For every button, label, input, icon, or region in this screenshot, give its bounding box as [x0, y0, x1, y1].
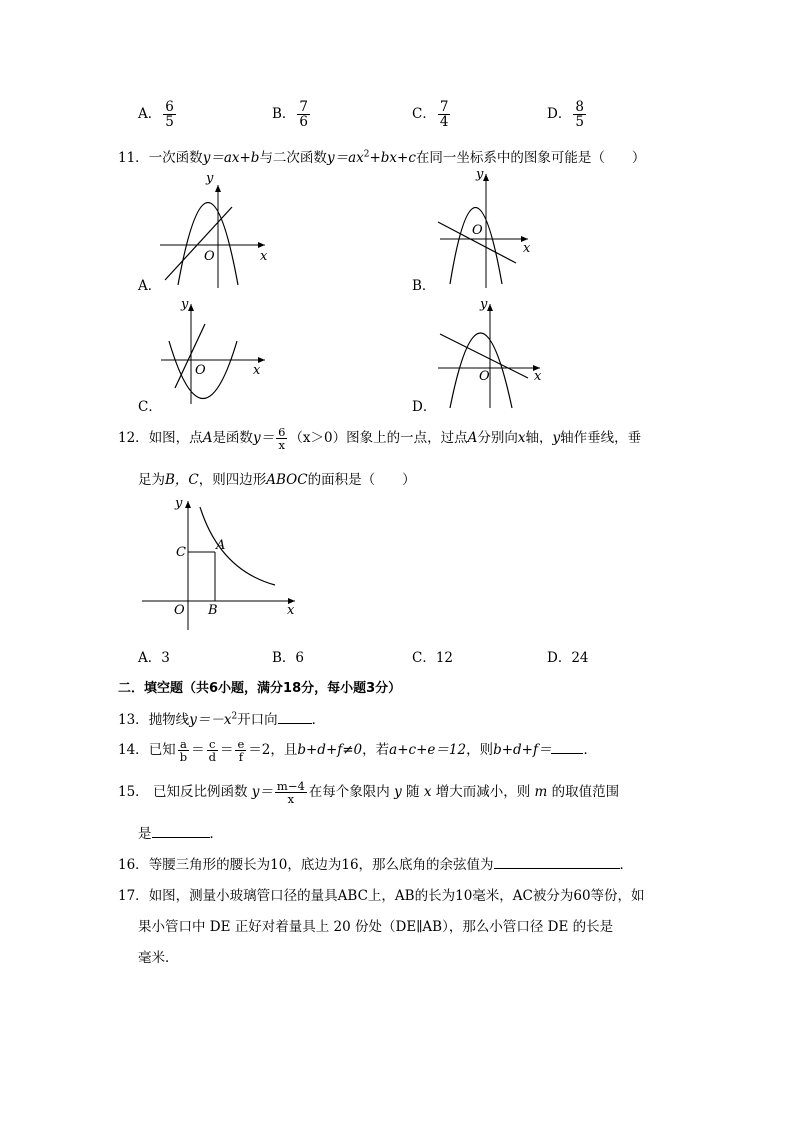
graph-b-x: x — [523, 241, 531, 256]
q16: 16．等腰三角形的腰长为10，底边为16，那么底角的余弦值为 ． — [118, 857, 634, 873]
q14-answer-blank[interactable] — [551, 740, 583, 754]
graph-c-origin: O — [195, 363, 206, 378]
q10-option-b: B． $\frac{7}{6}$ — [272, 99, 309, 131]
q15-answer-blank[interactable] — [152, 824, 210, 838]
graph-c-x: x — [253, 363, 261, 378]
q16-answer-blank[interactable] — [494, 855, 620, 869]
q12-fig-a: A — [216, 538, 226, 553]
section-2-title: 二．填空题（共6小题，满分18分，每小题3分） — [118, 681, 402, 696]
q15-line2: 是 ． — [138, 826, 223, 842]
q12-line2: 足为B，C，则四边形ABOC的面积是（ ） — [138, 472, 416, 488]
graph-d-y: y — [480, 297, 488, 312]
q12-line1: 12．如图，点A是函数y＝ $\frac{6}{x}$ （x＞0）图象上的一点，过点A分别向x轴，y轴作垂线，垂 — [118, 425, 642, 453]
q12-fig-c: C — [176, 545, 186, 560]
q12-fig-x: x — [287, 603, 295, 618]
q12-fig-o: O — [174, 603, 185, 618]
q11-graph-c — [155, 296, 285, 406]
q11-label-c: C． — [138, 399, 162, 415]
graph-a-origin: O — [204, 249, 215, 264]
q12-figure — [140, 495, 305, 635]
q11-label-b: B． — [412, 278, 436, 294]
q13-answer-blank[interactable] — [278, 710, 312, 724]
graph-c-y: y — [181, 297, 189, 312]
graph-b-origin: O — [472, 223, 483, 238]
graph-d-x: x — [534, 369, 542, 384]
q17-line3: 毫米． — [138, 950, 179, 966]
graph-d-origin: O — [479, 369, 490, 384]
q15-line1: 15． 已知反比例函数 y＝ $\frac{m-4}{x}$ 在每个象限内 y 随 x 增大而减小，则 m 的取值范围 — [118, 779, 620, 807]
q11-graph-d — [430, 296, 560, 411]
q12-option-c: C．12 — [412, 650, 454, 666]
q11-graph-b — [430, 166, 560, 291]
q10-option-a: A． $\frac{6}{5}$ — [138, 99, 174, 131]
graph-a-y: y — [206, 171, 214, 186]
q10-option-d: D． $\frac{8}{5}$ — [547, 99, 584, 131]
q17-line1: 17．如图，测量小玻璃管口径的量具ABC上，AB的长为10毫米，AC被分为60等份，如 — [118, 888, 645, 904]
q12-fig-y: y — [175, 496, 183, 511]
q17-line2: 果小管口中 DE 正好对着量具上 20 份处（DE∥AB），那么小管口径 DE 的长是 — [138, 919, 614, 935]
graph-a-x: x — [260, 249, 268, 264]
q10-option-c: C． $\frac{7}{4}$ — [412, 99, 449, 131]
q11-label-d: D． — [412, 399, 437, 415]
q13: 13．抛物线$y=-x^2$开口向 ． — [118, 711, 326, 728]
q11-stem: 11．一次函数y＝ax+b与二次函数$y=ax^2+bx+c$在同一坐标系中的图象可能是（ ） — [118, 149, 646, 166]
q11-label-a: A． — [138, 278, 162, 294]
q12-option-a: A．3 — [138, 650, 170, 666]
q14: 14．已知 $\frac{a}{b}$ ＝ $\frac{c}{d}$ ＝ $\frac{e}{f}$ ＝2，且b+d+f≠0，若a+c+e＝12，则b+d+f＝ ． — [118, 737, 597, 765]
q12-fig-b: B — [208, 603, 218, 618]
q11-graph-a — [150, 170, 280, 290]
graph-b-y: y — [476, 167, 484, 182]
q12-option-d: D．24 — [547, 650, 589, 666]
q12-option-b: B．6 — [272, 650, 305, 666]
